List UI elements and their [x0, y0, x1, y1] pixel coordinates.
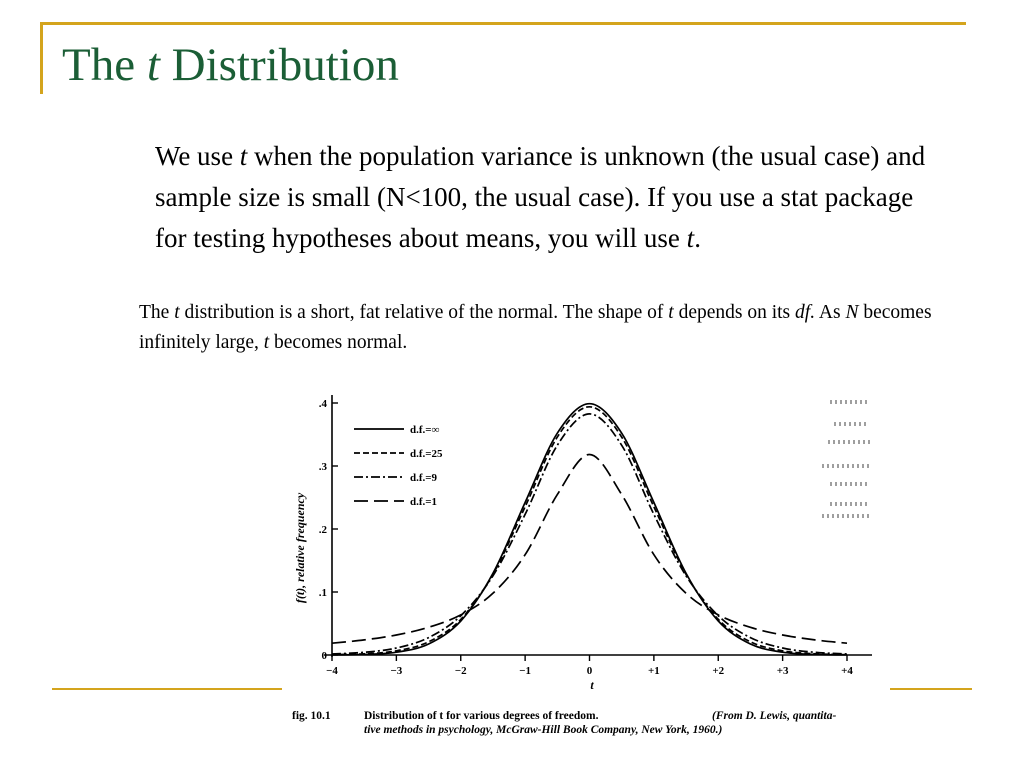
- title-text-2: Distribution: [159, 39, 399, 91]
- y-tick-label: .2: [318, 524, 327, 536]
- figure-caption: [292, 710, 836, 736]
- caption-line-1: Distribution of t for various degrees of freedom.: [364, 710, 599, 722]
- note-seg-7: As: [815, 302, 846, 323]
- bullet-seg-4: t: [686, 223, 695, 253]
- title-text-italic: t: [146, 39, 160, 91]
- note-seg-8: N: [845, 302, 859, 323]
- x-tick-label: +3: [776, 665, 789, 677]
- x-tick-label: −2: [454, 665, 467, 677]
- series-line-2: [332, 407, 847, 655]
- note-seg-3: distribution is a short, fat relative of the normal. The shape of: [179, 302, 669, 323]
- chart-curves: [332, 404, 847, 655]
- x-tick-label: −4: [326, 665, 338, 677]
- bullet-seg-5: .: [694, 223, 701, 253]
- x-tick-label: −3: [390, 665, 403, 677]
- note-seg-9: becomes infinitely large,: [139, 302, 932, 353]
- caption-line-2: tive methods in psychology, McGraw-Hill Book Company, New York, 1960.): [364, 724, 723, 736]
- series-line-1: [332, 404, 847, 655]
- note-paragraph: [139, 298, 981, 358]
- bullet-seg-2: t: [239, 141, 248, 171]
- note-seg-4: t: [668, 302, 674, 323]
- note-seg-11: becomes normal.: [269, 332, 408, 353]
- caption-label: fig. 10.1: [292, 710, 331, 722]
- x-tick-label: +4: [841, 665, 853, 677]
- note-seg-10: t: [263, 332, 270, 353]
- legend-label-4: d.f.=1: [410, 496, 438, 508]
- y-axis-label: f(t), relative frequency: [293, 492, 307, 604]
- legend-label-3: d.f.=9: [410, 472, 438, 484]
- y-tick-label: .1: [318, 587, 327, 599]
- title-text-1: The: [62, 39, 147, 91]
- bullet-paragraph: [155, 136, 945, 259]
- y-tick-label: .4: [318, 398, 327, 410]
- x-tick-label: 0: [586, 665, 593, 677]
- x-axis-label: t: [590, 678, 594, 692]
- note-seg-1: The: [139, 302, 175, 323]
- frame-left-rule: [40, 22, 43, 94]
- bullet-seg-1: We use: [155, 141, 240, 171]
- legend-label-1: d.f.=∞: [410, 424, 440, 436]
- t-distribution-chart: [282, 380, 890, 768]
- y-tick-label: 0: [321, 650, 327, 662]
- scanned-margin-notes: [822, 402, 870, 516]
- note-seg-6: df.: [795, 302, 816, 323]
- x-tick-label: −1: [519, 665, 532, 677]
- bullet-seg-3: when the population variance is unknown (the usual case) and sample size is small (N<100, the usual case). If you use a stat package for testing hypotheses about means, you will use: [155, 141, 926, 253]
- legend-label-2: d.f.=25: [410, 448, 443, 460]
- note-seg-5: depends on its: [673, 302, 796, 323]
- note-seg-2: t: [174, 302, 180, 323]
- frame-top-rule: [40, 22, 966, 25]
- x-tick-label: +1: [647, 665, 660, 677]
- y-tick-label: .3: [318, 461, 327, 473]
- footer-rule-left: [52, 688, 282, 690]
- footer-rule-right: [888, 688, 972, 690]
- caption-line-1-source: (From D. Lewis, quantita-: [712, 710, 837, 722]
- chart-legend: [354, 424, 443, 508]
- slide-title: [62, 40, 399, 92]
- x-tick-label: +2: [712, 665, 725, 677]
